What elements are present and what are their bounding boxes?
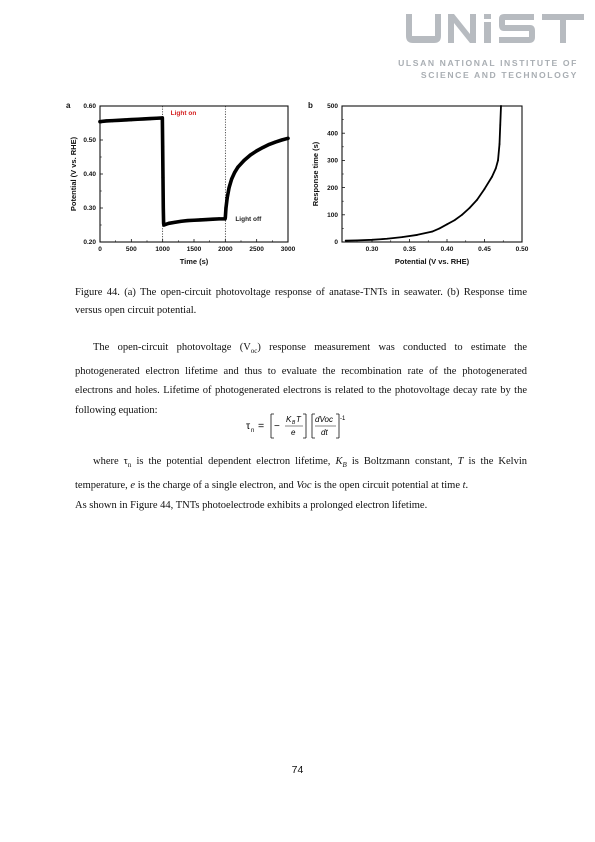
panel-a-data-point: [161, 176, 164, 179]
panel-b-ytick-label: 300: [327, 157, 338, 165]
panel-a-data-point: [192, 219, 195, 222]
panel-b-data-point: [500, 105, 502, 107]
panel-b-data-point: [356, 239, 358, 241]
panel-b-data-point: [431, 231, 433, 233]
panel-a-data-point: [111, 119, 114, 122]
panel-b-xtick-label: 0.40: [440, 246, 454, 253]
p2-t: t: [462, 480, 466, 492]
panel-a-data-point: [236, 166, 239, 169]
eq-den1: e: [291, 428, 296, 437]
panel-b-ylabel: Response time (s): [311, 141, 320, 207]
panel-a-ytick-label: 0.40: [83, 171, 96, 179]
panel-a-xlabel: Time (s): [179, 257, 209, 266]
eq-den2: dt: [321, 428, 328, 437]
panel-b-data-point: [416, 234, 418, 236]
panel-a-xtick-label: 2000: [218, 246, 233, 253]
panel-b-data-point: [371, 239, 373, 241]
panel-a-xtick-label: 500: [125, 246, 137, 253]
logo-subtitle-line-1: ULSAN NATIONAL INSTITUTE OF: [398, 58, 578, 68]
panel-a-data-point: [211, 218, 214, 221]
eq-num2: dVoc: [315, 415, 333, 424]
panel-b-data-point: [386, 238, 388, 240]
paragraph-2: [75, 452, 527, 495]
panel-a-data-point: [274, 140, 277, 143]
panel-a-data-point: [123, 118, 126, 121]
panel-b-xtick-label: 0.30: [365, 246, 379, 253]
figure-caption: Figure 44. (a) The open-circuit photovoltage response of anatase-TNTs in seawater. (b) Response time versus open circuit potential.: [75, 287, 527, 316]
panel-a-data-point: [205, 218, 208, 221]
p2-text-6: is the open circuit potential at time: [311, 480, 463, 492]
panel-b-ytick-label: 0: [334, 239, 338, 247]
panel-b-data-point: [497, 160, 499, 162]
panel-a-ylabel: Potential (V vs. RHE): [69, 136, 78, 212]
panel-b-data-point: [446, 223, 448, 225]
eq-num1-sub: B: [292, 420, 296, 426]
paragraph-1: [75, 338, 527, 420]
paragraph-1-part-2: ) response measurement was conducted to estimate the photogenerated electron lifetime and thus to evaluate the recombination rate of the photogenerated electrons and holes. Lifetime of photogenerated electrons is related to the photovoltage decay rate by the following equation:: [75, 342, 528, 416]
p2-text-7: .: [465, 480, 469, 492]
panel-a-ytick-label: 0.20: [83, 239, 96, 247]
panel-b-ytick-label: 400: [327, 130, 338, 138]
paragraph-1-part-1: The open-circuit photovoltage (V: [93, 342, 251, 353]
panel-a-data-point: [230, 178, 233, 181]
panel-a-data-point: [268, 143, 271, 146]
panel-a-data-point: [180, 220, 183, 223]
panel-a-ytick-label: 0.50: [83, 137, 96, 145]
panel-b-xlabel: Potential (V vs. RHE): [394, 257, 470, 266]
p2-text-1: where τ: [93, 456, 128, 468]
logo-subtitle-line-2: SCIENCE AND TECHNOLOGY: [420, 70, 578, 80]
panel-a-data-point: [162, 206, 165, 209]
p2-kb-sub: B: [342, 461, 347, 470]
panel-a-data-point: [186, 219, 189, 222]
panel-b-xtick-label: 0.45: [478, 246, 491, 253]
panel-b-data-point: [476, 199, 478, 201]
p2-text-2: is the potential dependent electron lifetime,: [131, 456, 336, 468]
unist-logo-text: UNIST: [404, 12, 407, 13]
panel-b-xtick-label: 0.35: [403, 246, 416, 253]
paragraph-1-subscript: oc: [250, 347, 258, 356]
panel-a-data-point: [227, 186, 230, 189]
eq-lhs-sub: n: [251, 428, 255, 434]
panel-a-data-point: [167, 222, 170, 225]
panel-b-series-line: [346, 106, 501, 241]
panel-a-annotation: Light on: [170, 110, 197, 118]
panel-a-data-point: [174, 221, 177, 224]
lifetime-equation: [240, 410, 380, 440]
panel-b-data-point: [454, 219, 456, 221]
eq-num1: K: [286, 415, 292, 424]
panel-b-ytick-label: 100: [327, 212, 338, 219]
panel-b-data-point: [499, 143, 501, 145]
panel-b-xtick-label: 0.50: [515, 246, 529, 253]
panel-a-data-point: [117, 119, 120, 122]
p2-kb: K: [335, 456, 343, 468]
panel-b-data-point: [499, 124, 501, 126]
panel-a-xtick-label: 2500: [249, 246, 264, 253]
panel-a-ytick-label: 0.60: [83, 103, 96, 111]
panel-a-data-point: [233, 171, 236, 174]
panel-a-data-point: [286, 137, 289, 140]
eq-equals: =: [258, 420, 265, 432]
panel-a-letter: a: [66, 101, 71, 110]
panel-b-ytick-label: 500: [327, 103, 338, 111]
eq-minus: −: [274, 421, 280, 432]
panel-b-data-point: [491, 176, 493, 178]
panel-a-data-point: [136, 118, 139, 121]
unist-logo-mark: [404, 12, 588, 46]
panel-a-data-point: [255, 149, 258, 152]
unist-logo: [398, 12, 588, 88]
panel-a-xtick-label: 1500: [186, 246, 202, 253]
p2-T: T: [457, 456, 464, 468]
panel-a-data-point: [161, 116, 164, 119]
eq-num1-tail: T: [296, 415, 301, 424]
page-number: 74: [291, 764, 304, 776]
panel-b-data-point: [495, 168, 497, 170]
panel-a-annotation: Light off: [235, 216, 262, 223]
p2-text-3: is Boltzmann constant,: [346, 456, 458, 468]
panel-b-data-point: [439, 228, 441, 230]
panel-a-data-point: [142, 117, 145, 120]
panel-a-data-point: [155, 117, 158, 120]
panel-a-data-point: [164, 223, 167, 226]
eq-lhs: τ: [246, 420, 251, 432]
panel-a-data-point: [249, 153, 252, 156]
panel-a-data-point: [199, 218, 202, 221]
panel-a-series-line: [100, 118, 288, 225]
p2-e: e: [130, 480, 136, 492]
panel-a-data-point: [161, 145, 164, 148]
p2-voc: Voc: [296, 480, 312, 492]
panel-b-letter: b: [308, 101, 313, 110]
eq-exponent: -1: [340, 416, 346, 422]
panel-a-xtick-label: 0: [98, 246, 102, 253]
panel-b-data-point: [345, 240, 347, 242]
paragraph-3: As shown in Figure 44, TNTs photoelectrode exhibits a prolonged electron lifetime.: [75, 499, 428, 511]
panel-a-data-point: [224, 216, 227, 219]
panel-a-data-point: [217, 217, 220, 220]
panel-b-data-point: [484, 188, 486, 190]
p2-tau-sub: n: [127, 461, 132, 470]
panel-a-data-point: [130, 118, 133, 121]
p2-text-5: is the charge of a single electron, and: [135, 480, 297, 492]
panel-b-data-point: [401, 236, 403, 238]
figure-44: [60, 96, 540, 276]
panel-b-data-point: [469, 207, 471, 209]
figure-44-charts: [60, 96, 540, 276]
panel-a-data-point: [243, 159, 246, 162]
panel-a-data-point: [105, 119, 108, 122]
panel-a-data-point: [261, 146, 264, 149]
panel-b-data-point: [461, 214, 463, 216]
panel-a-data-point: [149, 117, 152, 120]
p2-text-4: is the Kelvin temperature,: [75, 456, 527, 492]
panel-b-frame: [342, 106, 522, 242]
panel-b-ytick-label: 200: [327, 184, 338, 192]
panel-a-data-point: [98, 120, 101, 123]
panel-a-ytick-label: 0.30: [83, 205, 96, 213]
panel-a-data-point: [280, 138, 283, 141]
panel-a-data-point: [224, 206, 227, 209]
panel-a-data-point: [226, 196, 229, 199]
panel-a-xtick-label: 1000: [155, 246, 170, 253]
panel-a-xtick-label: 3000: [280, 246, 296, 253]
